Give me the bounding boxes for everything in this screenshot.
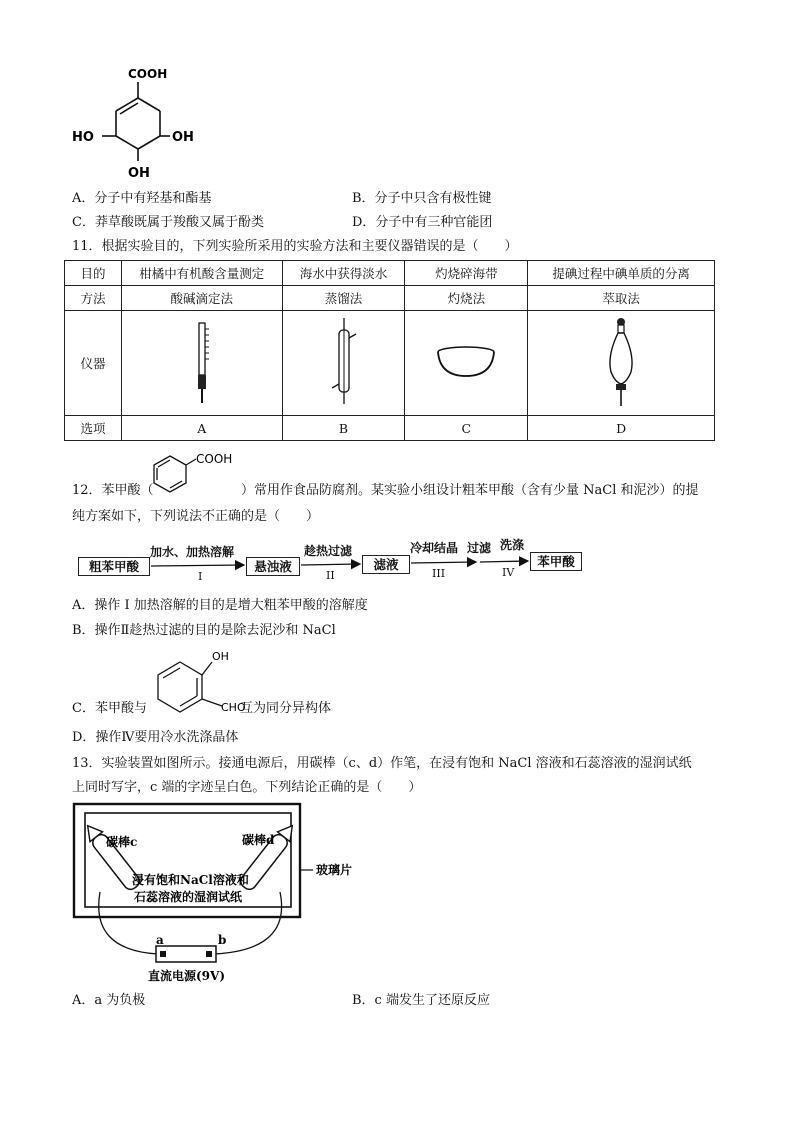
rod-c-label: 碳棒c bbox=[106, 835, 138, 849]
row-label-purpose: 目的 bbox=[65, 261, 122, 286]
flow-box-filtrate: 滤液 bbox=[362, 555, 410, 574]
power-supply-label: 直流电源(9V) bbox=[148, 969, 226, 983]
instrument-cell-d bbox=[528, 311, 715, 416]
separatory-funnel-icon bbox=[601, 316, 641, 408]
instrument-cell-c bbox=[405, 311, 528, 416]
burette-icon bbox=[187, 317, 217, 407]
evaporating-dish-icon bbox=[434, 342, 498, 382]
flow-step-filter: 过滤 bbox=[467, 541, 492, 555]
method-a: 酸碱滴定法 bbox=[121, 286, 282, 311]
q13-option-b: B．c 端发生了还原反应 bbox=[352, 993, 490, 1008]
electrolysis-apparatus bbox=[70, 800, 390, 990]
salicyl-oh-label: OH bbox=[212, 650, 229, 663]
q13-stem-line2: 上同时写字，c 端的字迹呈白色。下列结论正确的是（ ） bbox=[72, 780, 422, 795]
oh-bottom-label: OH bbox=[128, 166, 150, 181]
flow-box-suspension: 悬浊液 bbox=[246, 557, 300, 576]
method-d: 萃取法 bbox=[528, 286, 715, 311]
purpose-d: 提碘过程中碘单质的分离 bbox=[528, 261, 715, 286]
row-label-choice: 选项 bbox=[65, 416, 122, 441]
q12-option-c-prefix: C．苯甲酸与 bbox=[72, 701, 147, 716]
row-label-instrument: 仪器 bbox=[65, 311, 122, 416]
q12-stem-suffix: ）常用作食品防腐剂。某实验小组设计粗苯甲酸（含有少量 NaCl 和泥沙）的提 bbox=[241, 483, 699, 498]
oh-right-label: OH bbox=[172, 130, 194, 145]
q12-option-a: A．操作 I 加热溶解的目的是增大粗苯甲酸的溶解度 bbox=[72, 598, 368, 613]
row-label-method: 方法 bbox=[65, 286, 122, 311]
q13-stem-line1: 13．实验装置如图所示。接通电源后，用碳棒（c、d）作笔，在浸有饱和 NaCl 溶液和石蕊溶液的湿润试纸 bbox=[72, 756, 692, 771]
glass-label: 玻璃片 bbox=[316, 863, 353, 877]
method-b: 蒸馏法 bbox=[282, 286, 405, 311]
choice-c: C bbox=[405, 416, 528, 441]
flow-step-dissolve: 加水、加热溶解 bbox=[150, 545, 235, 559]
flow-numeral-2: II bbox=[326, 569, 335, 582]
instrument-cell-b bbox=[282, 311, 405, 416]
paper-label-line2: 石蕊溶液的湿润试纸 bbox=[134, 890, 243, 904]
terminal-b-label: b bbox=[218, 933, 227, 947]
table-row-choice bbox=[65, 416, 715, 441]
experiment-table bbox=[64, 260, 715, 441]
q10-option-a: A．分子中有羟基和酯基 bbox=[72, 191, 212, 206]
flow-box-product: 苯甲酸 bbox=[530, 552, 582, 571]
terminal-a-label: a bbox=[156, 933, 164, 947]
choice-a: A bbox=[121, 416, 282, 441]
q12-option-d: D．操作Ⅳ要用冷水洗涤晶体 bbox=[72, 730, 239, 745]
q10-option-c: C．莽草酸既属于羧酸又属于酚类 bbox=[72, 215, 264, 230]
choice-d: D bbox=[528, 416, 715, 441]
q12-option-c-suffix: 互为同分异构体 bbox=[240, 701, 332, 716]
q11-stem: 11．根据实验目的，下列实验所采用的实验方法和主要仪器错误的是（ ） bbox=[72, 239, 518, 254]
flow-numeral-1: I bbox=[198, 570, 203, 583]
q13-option-a: A．a 为负极 bbox=[72, 993, 146, 1008]
table-row-purpose bbox=[65, 261, 715, 286]
shikimic-acid-structure bbox=[68, 60, 198, 182]
q10-option-b: B．分子中只含有极性键 bbox=[352, 191, 492, 206]
q12-stem-prefix: 12．苯甲酸（ bbox=[72, 483, 154, 498]
instrument-cell-a bbox=[121, 311, 282, 416]
purpose-b: 海水中获得淡水 bbox=[282, 261, 405, 286]
purpose-a: 柑橘中有机酸含量测定 bbox=[121, 261, 282, 286]
flow-step-wash: 洗涤 bbox=[500, 538, 525, 552]
flow-arrows bbox=[0, 545, 794, 585]
purpose-c: 灼烧碎海带 bbox=[405, 261, 528, 286]
q10-option-d: D．分子中有三种官能团 bbox=[352, 215, 493, 230]
method-c: 灼烧法 bbox=[405, 286, 528, 311]
flow-step-crystallize: 冷却结晶 bbox=[410, 541, 459, 555]
flow-numeral-3: III bbox=[432, 567, 446, 580]
table-row-instrument bbox=[65, 311, 715, 416]
salicyl-cho-label: CHO bbox=[221, 701, 246, 714]
q12-option-b: B．操作Ⅱ趁热过滤的目的是除去泥沙和 NaCl bbox=[72, 623, 336, 638]
benzoic-cooh-label: COOH bbox=[196, 452, 233, 466]
flow-box-crude: 粗苯甲酸 bbox=[78, 557, 150, 576]
choice-b: B bbox=[282, 416, 405, 441]
table-row-method bbox=[65, 286, 715, 311]
condenser-icon bbox=[324, 316, 364, 408]
paper-label-line1: 浸有饱和NaCl溶液和 bbox=[132, 873, 249, 887]
rod-d-label: 碳棒d bbox=[242, 833, 275, 847]
flow-step-hot-filter: 趁热过滤 bbox=[304, 544, 353, 558]
ho-left-label: HO bbox=[72, 130, 94, 145]
cooh-label: COOH bbox=[128, 67, 168, 81]
salicylaldehyde-structure bbox=[150, 648, 246, 716]
benzoic-acid-structure bbox=[150, 452, 246, 498]
q12-stem-line2: 纯方案如下，下列说法不正确的是（ ） bbox=[72, 509, 320, 524]
flow-numeral-4: IV bbox=[502, 566, 515, 579]
